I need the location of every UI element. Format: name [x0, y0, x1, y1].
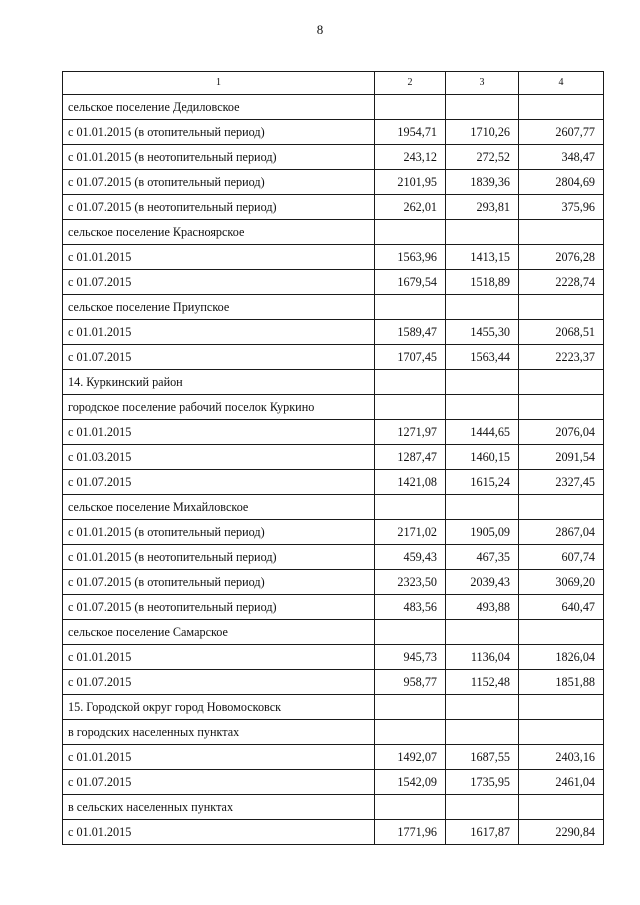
column-header-3: 3 [446, 72, 519, 95]
value-cell-col-2 [375, 720, 446, 745]
row-label: с 01.01.2015 [63, 245, 375, 270]
table-row [63, 270, 604, 295]
table-row [63, 495, 604, 520]
table-row [63, 295, 604, 320]
value-cell-col-4 [519, 495, 604, 520]
table-row [63, 245, 604, 270]
table-row [63, 320, 604, 345]
table-row [63, 545, 604, 570]
value-cell-col-2: 1707,45 [375, 345, 446, 370]
value-cell-col-2 [375, 395, 446, 420]
value-cell-col-2: 1421,08 [375, 470, 446, 495]
value-cell-col-3: 1839,36 [446, 170, 519, 195]
row-label: 14. Куркинский район [63, 370, 375, 395]
value-cell-col-3: 493,88 [446, 595, 519, 620]
value-cell-col-2 [375, 495, 446, 520]
row-label: с 01.07.2015 (в неотопительный период) [63, 595, 375, 620]
row-label: с 01.07.2015 (в отопительный период) [63, 170, 375, 195]
value-cell-col-3 [446, 695, 519, 720]
value-cell-col-4: 2068,51 [519, 320, 604, 345]
value-cell-col-4 [519, 720, 604, 745]
row-label: с 01.07.2015 (в отопительный период) [63, 570, 375, 595]
table-row [63, 695, 604, 720]
value-cell-col-2 [375, 295, 446, 320]
row-label: с 01.03.2015 [63, 445, 375, 470]
table-row [63, 120, 604, 145]
value-cell-col-4: 1851,88 [519, 670, 604, 695]
table-row [63, 220, 604, 245]
row-label: сельское поселение Дедиловское [63, 95, 375, 120]
column-header-1: 1 [63, 72, 375, 95]
value-cell-col-2: 483,56 [375, 595, 446, 620]
row-label: с 01.07.2015 [63, 270, 375, 295]
value-cell-col-2 [375, 620, 446, 645]
value-cell-col-2: 1954,71 [375, 120, 446, 145]
value-cell-col-4: 1826,04 [519, 645, 604, 670]
value-cell-col-3 [446, 95, 519, 120]
value-cell-col-3: 1563,44 [446, 345, 519, 370]
value-cell-col-3: 1518,89 [446, 270, 519, 295]
row-label: с 01.01.2015 [63, 820, 375, 845]
value-cell-col-3: 1460,15 [446, 445, 519, 470]
row-label: с 01.01.2015 (в отопительный период) [63, 520, 375, 545]
row-label: 15. Городской округ город Новомосковск [63, 695, 375, 720]
value-cell-col-3 [446, 795, 519, 820]
value-cell-col-4: 2327,45 [519, 470, 604, 495]
row-label: с 01.01.2015 [63, 745, 375, 770]
row-label: с 01.01.2015 (в отопительный период) [63, 120, 375, 145]
column-header-4: 4 [519, 72, 604, 95]
table-row [63, 345, 604, 370]
value-cell-col-4: 2607,77 [519, 120, 604, 145]
value-cell-col-3 [446, 370, 519, 395]
value-cell-col-4 [519, 795, 604, 820]
value-cell-col-3: 272,52 [446, 145, 519, 170]
row-label: сельское поселение Самарское [63, 620, 375, 645]
value-cell-col-2 [375, 370, 446, 395]
value-cell-col-3: 1710,26 [446, 120, 519, 145]
value-cell-col-4: 2228,74 [519, 270, 604, 295]
value-cell-col-4 [519, 620, 604, 645]
row-label: в городских населенных пунктах [63, 720, 375, 745]
table-row [63, 520, 604, 545]
table-row [63, 170, 604, 195]
value-cell-col-3: 1136,04 [446, 645, 519, 670]
value-cell-col-3: 1152,48 [446, 670, 519, 695]
value-cell-col-3: 1617,87 [446, 820, 519, 845]
table-row [63, 720, 604, 745]
value-cell-col-3: 467,35 [446, 545, 519, 570]
row-label: с 01.07.2015 [63, 470, 375, 495]
table-row [63, 820, 604, 845]
value-cell-col-4: 3069,20 [519, 570, 604, 595]
value-cell-col-3: 1687,55 [446, 745, 519, 770]
value-cell-col-3 [446, 295, 519, 320]
page-number: 8 [316, 22, 324, 37]
row-label: сельское поселение Михайловское [63, 495, 375, 520]
value-cell-col-4: 2403,16 [519, 745, 604, 770]
row-label: с 01.01.2015 [63, 645, 375, 670]
value-cell-col-3 [446, 620, 519, 645]
value-cell-col-3 [446, 220, 519, 245]
value-cell-col-4: 375,96 [519, 195, 604, 220]
table-row [63, 420, 604, 445]
value-cell-col-2: 2171,02 [375, 520, 446, 545]
table-row [63, 370, 604, 395]
value-cell-col-2: 1563,96 [375, 245, 446, 270]
row-label: с 01.01.2015 [63, 420, 375, 445]
value-cell-col-3: 1413,15 [446, 245, 519, 270]
table-header-row [63, 72, 604, 95]
value-cell-col-2: 2323,50 [375, 570, 446, 595]
table-row [63, 570, 604, 595]
value-cell-col-2: 1492,07 [375, 745, 446, 770]
column-header-2: 2 [375, 72, 446, 95]
row-label: с 01.01.2015 (в неотопительный период) [63, 545, 375, 570]
row-label: с 01.01.2015 [63, 320, 375, 345]
value-cell-col-2 [375, 695, 446, 720]
row-label: с 01.07.2015 [63, 770, 375, 795]
table-row [63, 595, 604, 620]
value-cell-col-3: 1444,65 [446, 420, 519, 445]
table-row [63, 95, 604, 120]
value-cell-col-3: 2039,43 [446, 570, 519, 595]
value-cell-col-3: 1905,09 [446, 520, 519, 545]
value-cell-col-4: 640,47 [519, 595, 604, 620]
value-cell-col-2: 243,12 [375, 145, 446, 170]
value-cell-col-2: 2101,95 [375, 170, 446, 195]
row-label: с 01.07.2015 [63, 670, 375, 695]
table-row [63, 145, 604, 170]
value-cell-col-4: 2076,28 [519, 245, 604, 270]
value-cell-col-3 [446, 395, 519, 420]
row-label: городское поселение рабочий поселок Куркино [63, 395, 375, 420]
table-row [63, 470, 604, 495]
row-label: с 01.07.2015 [63, 345, 375, 370]
value-cell-col-2: 1271,97 [375, 420, 446, 445]
value-cell-col-4: 2461,04 [519, 770, 604, 795]
value-cell-col-4: 2091,54 [519, 445, 604, 470]
table-row [63, 670, 604, 695]
value-cell-col-2 [375, 795, 446, 820]
value-cell-col-2: 1542,09 [375, 770, 446, 795]
tariff-table-body [63, 72, 604, 845]
value-cell-col-2: 945,73 [375, 645, 446, 670]
value-cell-col-4 [519, 695, 604, 720]
value-cell-col-2: 459,43 [375, 545, 446, 570]
row-label: в сельских населенных пунктах [63, 795, 375, 820]
value-cell-col-4 [519, 370, 604, 395]
row-label: с 01.01.2015 (в неотопительный период) [63, 145, 375, 170]
value-cell-col-4 [519, 395, 604, 420]
table-row [63, 645, 604, 670]
value-cell-col-3: 1615,24 [446, 470, 519, 495]
value-cell-col-4 [519, 95, 604, 120]
tariff-table [62, 71, 604, 845]
value-cell-col-2 [375, 95, 446, 120]
value-cell-col-2: 1679,54 [375, 270, 446, 295]
row-label: с 01.07.2015 (в неотопительный период) [63, 195, 375, 220]
value-cell-col-4: 2290,84 [519, 820, 604, 845]
value-cell-col-2: 1589,47 [375, 320, 446, 345]
value-cell-col-4: 2223,37 [519, 345, 604, 370]
table-row [63, 195, 604, 220]
value-cell-col-3 [446, 720, 519, 745]
value-cell-col-4: 2076,04 [519, 420, 604, 445]
value-cell-col-2: 1287,47 [375, 445, 446, 470]
value-cell-col-2: 958,77 [375, 670, 446, 695]
value-cell-col-4: 2867,04 [519, 520, 604, 545]
row-label: сельское поселение Приупское [63, 295, 375, 320]
value-cell-col-3: 293,81 [446, 195, 519, 220]
value-cell-col-2: 1771,96 [375, 820, 446, 845]
value-cell-col-2 [375, 220, 446, 245]
value-cell-col-4: 2804,69 [519, 170, 604, 195]
value-cell-col-3: 1735,95 [446, 770, 519, 795]
value-cell-col-3: 1455,30 [446, 320, 519, 345]
table-row [63, 445, 604, 470]
row-label: сельское поселение Красноярское [63, 220, 375, 245]
value-cell-col-4: 607,74 [519, 545, 604, 570]
table-row [63, 795, 604, 820]
table-row [63, 620, 604, 645]
value-cell-col-4: 348,47 [519, 145, 604, 170]
value-cell-col-2: 262,01 [375, 195, 446, 220]
table-row [63, 770, 604, 795]
value-cell-col-3 [446, 495, 519, 520]
value-cell-col-4 [519, 220, 604, 245]
table-row [63, 745, 604, 770]
value-cell-col-4 [519, 295, 604, 320]
table-row [63, 395, 604, 420]
